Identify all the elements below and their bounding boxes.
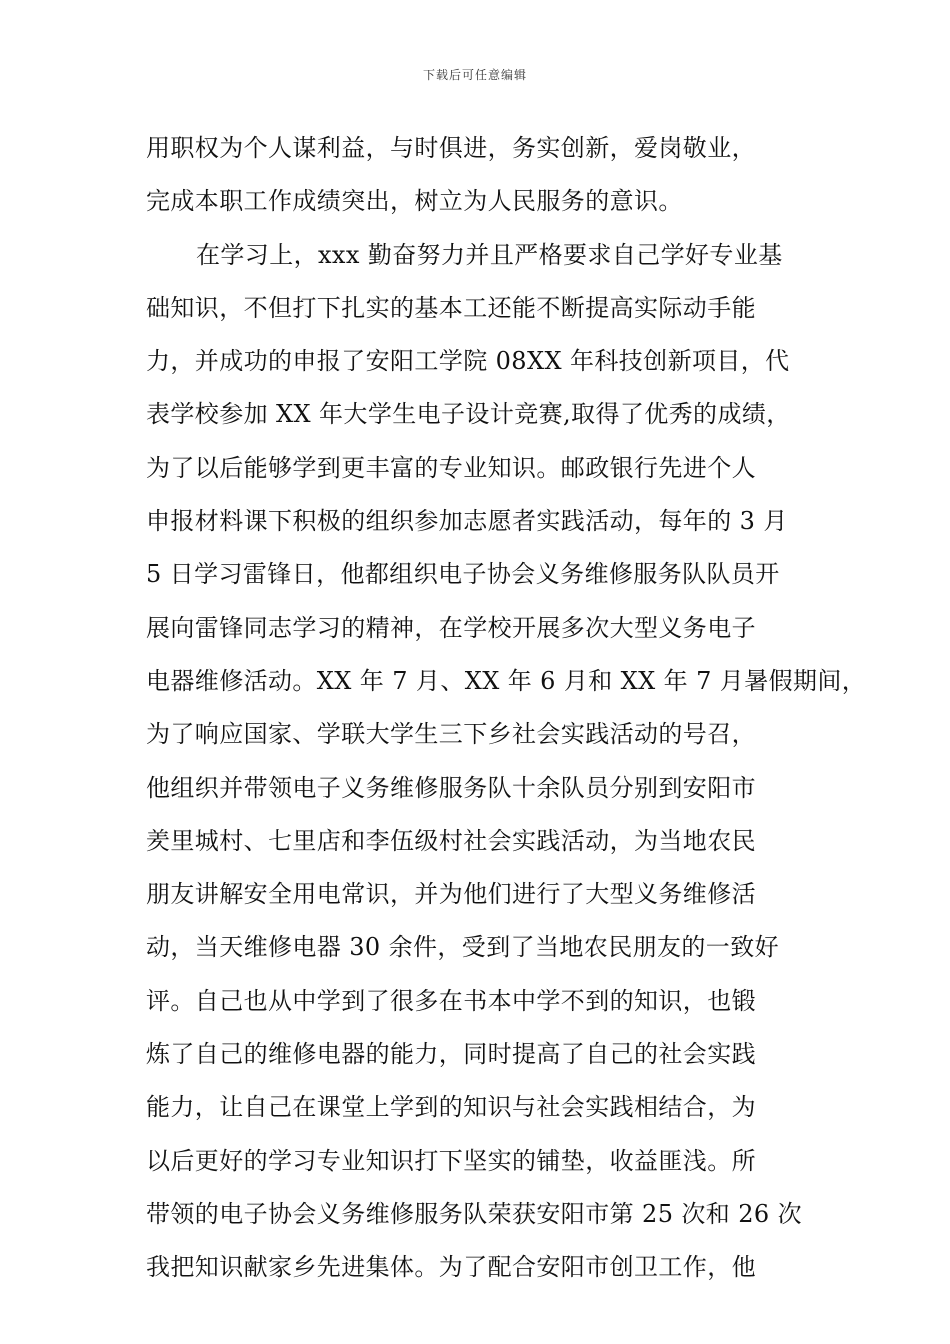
text-line: 力，并成功的申报了安阳工学院 08XX 年科技创新项目，代 (146, 347, 790, 376)
text-line: 申报材料课下积极的组织参加志愿者实践活动，每年的 3 月 (146, 507, 788, 536)
text-line: 表学校参加 XX 年大学生电子设计竞赛,取得了优秀的成绩， (146, 400, 791, 429)
text-line: 评。自己也从中学到了很多在书本中学不到的知识，也锻 (146, 986, 756, 1015)
body-text (146, 122, 867, 1295)
text-line: 电器维修活动。XX 年 7 月、XX 年 6 月和 XX 年 7 月暑假期间， (146, 666, 867, 695)
text-line: 炼了自己的维修电器的能力，同时提高了自己的社会实践 (146, 1040, 756, 1069)
text-line: 为了以后能够学到更丰富的专业知识。邮政银行先进个人 (146, 453, 756, 482)
paragraph-start-line: 在学习上，xxx 勤奋努力并且严格要求自己学好专业基 (196, 240, 783, 269)
text-line: 用职权为个人谋利益，与时俱进，务实创新，爱岗敬业， (146, 134, 756, 162)
page-header: 下载后可任意编辑 (422, 68, 527, 82)
text-line: 带领的电子协会义务维修服务队荣获安阳市第 25 次和 26 次 (146, 1199, 802, 1228)
text-line: 我把知识献家乡先进集体。为了配合安阳市创卫工作，他 (146, 1253, 756, 1282)
text-line: 5 日学习雷锋日，他都组织电子协会义务维修服务队队员开 (146, 560, 780, 589)
text-line: 动，当天维修电器 30 余件，受到了当地农民朋友的一致好 (146, 933, 779, 962)
text-line: 羑里城村、七里店和李伍级村社会实践活动，为当地农民 (146, 826, 756, 855)
text-line: 朋友讲解安全用电常识，并为他们进行了大型义务维修活 (146, 880, 756, 909)
text-line: 以后更好的学习专业知识打下坚实的铺垫，收益匪浅。所 (146, 1146, 756, 1175)
text-line: 完成本职工作成绩突出，树立为人民服务的意识。 (146, 187, 683, 216)
text-line: 能力，让自己在课堂上学到的知识与社会实践相结合，为 (146, 1093, 756, 1122)
text-line: 础知识，不但打下扎实的基本工还能不断提高实际动手能 (146, 293, 756, 322)
text-line: 展向雷锋同志学习的精神，在学校开展多次大型义务电子 (146, 613, 756, 642)
text-line: 他组织并带领电子义务维修服务队十余队员分别到安阳市 (146, 773, 756, 802)
text-line: 为了响应国家、学联大学生三下乡社会实践活动的号召， (146, 720, 756, 749)
